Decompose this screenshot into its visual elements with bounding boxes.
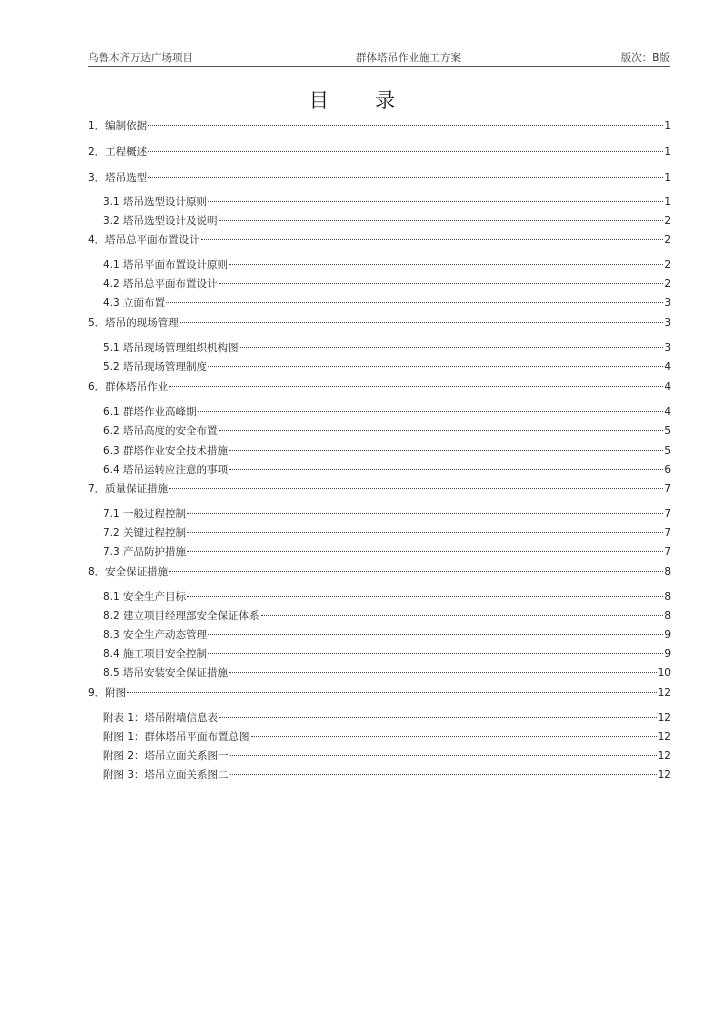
toc-entry-label: 3.1 塔吊选型设计原则 bbox=[103, 196, 208, 208]
toc-leader-dots bbox=[148, 151, 663, 152]
toc-entry[interactable] bbox=[88, 565, 671, 579]
toc-entry-label: 6.2 塔吊高度的安全布置 bbox=[103, 425, 218, 437]
toc-entry[interactable] bbox=[103, 424, 671, 438]
toc-entry[interactable] bbox=[88, 686, 671, 700]
toc-entry-page: 7 bbox=[664, 527, 671, 539]
toc-leader-dots bbox=[229, 264, 663, 265]
toc-entry-label: 8.5 塔吊安装安全保证措施 bbox=[103, 667, 229, 679]
toc-entry-label: 8.3 安全生产动态管理 bbox=[103, 629, 208, 641]
toc-entry[interactable] bbox=[88, 380, 671, 394]
toc-entry-page: 2 bbox=[664, 278, 671, 290]
toc-entry-label: 附图 3：塔吊立面关系图二 bbox=[103, 769, 229, 781]
toc-leader-dots bbox=[229, 450, 663, 451]
toc-entry-page: 4 bbox=[664, 381, 671, 393]
toc-leader-dots bbox=[208, 366, 663, 367]
toc-entry[interactable] bbox=[103, 444, 671, 458]
toc-entry-label: 7.2 关键过程控制 bbox=[103, 527, 187, 539]
toc-leader-dots bbox=[219, 220, 664, 221]
toc-leader-dots bbox=[148, 177, 663, 178]
toc-entry-page: 4 bbox=[664, 361, 671, 373]
toc-leader-dots bbox=[169, 571, 663, 572]
toc-entry[interactable] bbox=[103, 360, 671, 374]
toc-leader-dots bbox=[187, 532, 663, 533]
toc-entry-page: 8 bbox=[664, 566, 671, 578]
toc-entry-page: 12 bbox=[657, 712, 671, 724]
toc-entry-page: 9 bbox=[664, 629, 671, 641]
header-project-name: 乌鲁木齐万达广场项目 bbox=[88, 52, 193, 64]
toc-entry[interactable] bbox=[103, 609, 671, 623]
toc-entry-page: 10 bbox=[657, 667, 671, 679]
toc-entry-page: 3 bbox=[664, 317, 671, 329]
toc-entry-label: 4.3 立面布置 bbox=[103, 297, 166, 309]
toc-leader-dots bbox=[169, 386, 663, 387]
toc-leader-dots bbox=[229, 469, 663, 470]
toc-entry-label: 4．塔吊总平面布置设计 bbox=[88, 234, 200, 246]
toc-entry-label: 附图 2：塔吊立面关系图一 bbox=[103, 750, 229, 762]
toc-leader-dots bbox=[208, 201, 663, 202]
toc-entry-label: 8．安全保证措施 bbox=[88, 566, 169, 578]
toc-leader-dots bbox=[240, 347, 664, 348]
toc-entry-page: 4 bbox=[664, 406, 671, 418]
toc-entry-label: 7．质量保证措施 bbox=[88, 483, 169, 495]
toc-entry-page: 5 bbox=[664, 425, 671, 437]
toc-entry[interactable] bbox=[103, 277, 671, 291]
toc-entry-label: 3.2 塔吊选型设计及说明 bbox=[103, 215, 218, 227]
toc-entry-page: 12 bbox=[657, 687, 671, 699]
toc-leader-dots bbox=[208, 653, 663, 654]
toc-entry-page: 8 bbox=[664, 591, 671, 603]
toc-entry-label: 7.1 一般过程控制 bbox=[103, 508, 187, 520]
toc-entry-label: 7.3 产品防护措施 bbox=[103, 546, 187, 558]
toc-leader-dots bbox=[187, 596, 663, 597]
toc-entry[interactable] bbox=[88, 233, 671, 247]
toc-entry[interactable] bbox=[88, 316, 671, 330]
toc-entry[interactable] bbox=[103, 590, 671, 604]
toc-leader-dots bbox=[251, 736, 657, 737]
toc-entry-label: 8.2 建立项目经理部安全保证体系 bbox=[103, 610, 260, 622]
toc-entry[interactable] bbox=[103, 341, 671, 355]
toc-entry[interactable] bbox=[103, 526, 671, 540]
toc-entry[interactable] bbox=[88, 145, 671, 159]
toc-leader-dots bbox=[148, 125, 663, 126]
toc-entry-page: 1 bbox=[664, 120, 671, 132]
toc-entry-label: 3．塔吊选型 bbox=[88, 172, 148, 184]
toc-entry-label: 6.4 塔吊运转应注意的事项 bbox=[103, 464, 229, 476]
toc-entry-page: 12 bbox=[657, 769, 671, 781]
toc-leader-dots bbox=[187, 551, 663, 552]
toc-entry[interactable] bbox=[103, 545, 671, 559]
toc-entry-page: 3 bbox=[664, 342, 671, 354]
toc-entry-page: 2 bbox=[664, 259, 671, 271]
toc-entry-page: 1 bbox=[664, 196, 671, 208]
toc-entry-label: 附图 1：群体塔吊平面布置总图 bbox=[103, 731, 250, 743]
toc-entry-label: 6．群体塔吊作业 bbox=[88, 381, 169, 393]
toc-entry[interactable] bbox=[88, 119, 671, 133]
toc-entry[interactable] bbox=[103, 711, 671, 725]
toc-entry-page: 1 bbox=[664, 172, 671, 184]
toc-entry-label: 9．附图 bbox=[88, 687, 127, 699]
toc-entry[interactable] bbox=[103, 405, 671, 419]
toc-entry-page: 6 bbox=[664, 464, 671, 476]
toc-entry-page: 12 bbox=[657, 750, 671, 762]
toc-entry-label: 8.4 施工项目安全控制 bbox=[103, 648, 208, 660]
toc-leader-dots bbox=[198, 411, 664, 412]
toc-leader-dots bbox=[219, 283, 664, 284]
toc-entry-page: 2 bbox=[664, 234, 671, 246]
toc-leader-dots bbox=[180, 322, 664, 323]
toc-leader-dots bbox=[127, 692, 656, 693]
toc-entry-label: 1．编制依据 bbox=[88, 120, 148, 132]
toc-entry-label: 5.1 塔吊现场管理组织机构图 bbox=[103, 342, 239, 354]
toc-entry-label: 附表 1：塔吊附墙信息表 bbox=[103, 712, 219, 724]
toc-leader-dots bbox=[169, 488, 663, 489]
toc-entry-page: 7 bbox=[664, 483, 671, 495]
toc-entry[interactable] bbox=[103, 628, 671, 642]
toc-entry-page: 5 bbox=[664, 445, 671, 457]
toc-entry-label: 6.1 群塔作业高峰期 bbox=[103, 406, 197, 418]
toc-leader-dots bbox=[229, 672, 657, 673]
toc-leader-dots bbox=[166, 302, 663, 303]
toc-entry[interactable] bbox=[103, 214, 671, 228]
toc-entry-page: 7 bbox=[664, 546, 671, 558]
header-revision: 版次：B版 bbox=[620, 52, 670, 64]
toc-entry-page: 8 bbox=[664, 610, 671, 622]
toc-entry[interactable] bbox=[103, 730, 671, 744]
toc-entry-label: 5.2 塔吊现场管理制度 bbox=[103, 361, 208, 373]
toc-leader-dots bbox=[187, 513, 663, 514]
toc-entry-page: 1 bbox=[664, 146, 671, 158]
toc-entry-label: 5．塔吊的现场管理 bbox=[88, 317, 179, 329]
toc-entry[interactable] bbox=[103, 749, 671, 763]
toc-leader-dots bbox=[261, 615, 664, 616]
toc-leader-dots bbox=[230, 774, 657, 775]
toc-entry-label: 4.2 塔吊总平面布置设计 bbox=[103, 278, 218, 290]
toc-entry-label: 8.1 安全生产目标 bbox=[103, 591, 187, 603]
toc-leader-dots bbox=[208, 634, 663, 635]
toc-entry-label: 4.1 塔吊平面布置设计原则 bbox=[103, 259, 229, 271]
toc-entry-label: 2．工程概述 bbox=[88, 146, 148, 158]
toc-entry[interactable] bbox=[88, 171, 671, 185]
header-document-title: 群体塔吊作业施工方案 bbox=[356, 52, 461, 64]
toc-leader-dots bbox=[219, 717, 657, 718]
toc-entry-page: 2 bbox=[664, 215, 671, 227]
toc-leader-dots bbox=[219, 430, 664, 431]
toc-entry[interactable] bbox=[103, 666, 671, 680]
toc-entry[interactable] bbox=[103, 507, 671, 521]
toc-entry[interactable] bbox=[103, 195, 671, 209]
toc-title: 目 录 bbox=[308, 88, 416, 112]
toc-entry-page: 3 bbox=[664, 297, 671, 309]
toc-entry[interactable] bbox=[103, 463, 671, 477]
toc-entry-page: 9 bbox=[664, 648, 671, 660]
toc-entry[interactable] bbox=[103, 296, 671, 310]
toc-leader-dots bbox=[230, 755, 657, 756]
toc-leader-dots bbox=[201, 239, 664, 240]
toc-entry[interactable] bbox=[88, 482, 671, 496]
toc-entry-label: 6.3 群塔作业安全技术措施 bbox=[103, 445, 229, 457]
toc-entry-page: 7 bbox=[664, 508, 671, 520]
toc-entry-page: 12 bbox=[657, 731, 671, 743]
toc-entry[interactable] bbox=[103, 647, 671, 661]
toc-entry[interactable] bbox=[103, 768, 671, 782]
toc-entry[interactable] bbox=[103, 258, 671, 272]
